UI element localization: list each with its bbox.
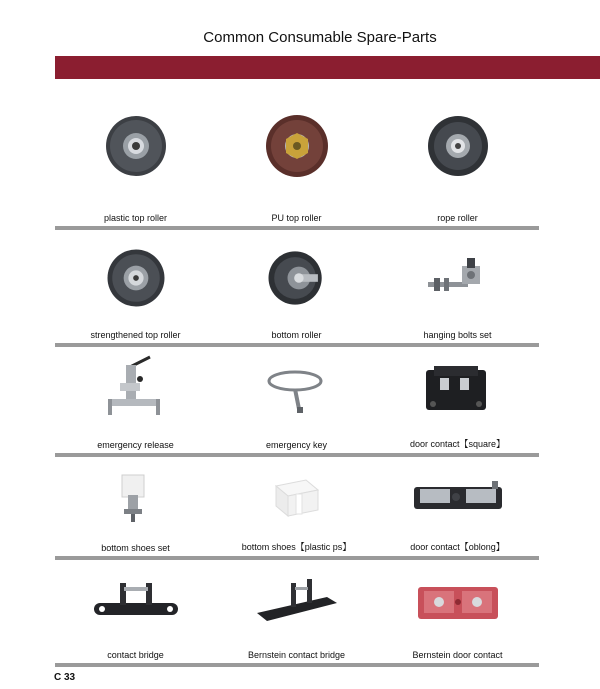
part-card[interactable] — [55, 347, 216, 453]
part-label: Bernstein contact bridge — [247, 650, 346, 660]
part-card[interactable] — [216, 560, 377, 663]
part-label: emergency release — [97, 440, 174, 450]
part-card[interactable] — [377, 457, 538, 556]
part-card[interactable] — [55, 560, 216, 663]
parts-row — [55, 560, 539, 667]
parts-row — [55, 230, 539, 347]
row-divider — [55, 663, 539, 667]
door-contact-oblong-icon — [408, 473, 508, 523]
header-banner — [55, 56, 600, 79]
contact-bridge-icon — [86, 575, 186, 631]
bottom-shoes-set-icon — [106, 465, 166, 531]
bernstein-contact-bridge-icon — [247, 573, 347, 633]
pu-top-roller-icon — [257, 106, 337, 186]
part-label: Bernstein door contact — [412, 650, 503, 660]
part-card[interactable] — [216, 84, 377, 226]
part-card[interactable] — [377, 84, 538, 226]
part-label: plastic top roller — [103, 213, 168, 223]
emergency-key-icon — [257, 361, 337, 421]
bernstein-door-contact-icon — [408, 575, 508, 631]
part-label: strengthened top roller — [90, 330, 181, 340]
parts-row — [55, 457, 539, 560]
part-card[interactable] — [55, 457, 216, 556]
part-label: hanging bolts set — [423, 330, 492, 340]
page-number: C 33 — [54, 672, 76, 683]
parts-row — [55, 84, 539, 230]
part-label: emergency key — [265, 440, 328, 450]
part-card[interactable] — [216, 230, 377, 343]
part-card[interactable] — [377, 347, 538, 453]
plastic-top-roller-icon — [96, 106, 176, 186]
part-label: door contact【oblong】 — [410, 542, 505, 552]
part-card[interactable] — [377, 560, 538, 663]
part-card[interactable] — [55, 230, 216, 343]
part-label: contact bridge — [107, 650, 164, 660]
strengthened-top-roller-icon — [98, 240, 174, 316]
part-label: door contact【square】 — [409, 439, 506, 449]
part-label: bottom roller — [271, 330, 322, 340]
bottom-roller-icon — [259, 240, 335, 316]
bottom-shoes-plastic-icon — [262, 468, 332, 528]
rope-roller-icon — [418, 106, 498, 186]
page-title: Common Consumable Spare-Parts — [203, 29, 437, 46]
part-card[interactable] — [377, 230, 538, 343]
part-card[interactable] — [216, 347, 377, 453]
part-card[interactable] — [55, 84, 216, 226]
part-label: PU top roller — [271, 213, 322, 223]
part-label: bottom shoes【plastic ps】 — [241, 542, 352, 552]
part-label: rope roller — [437, 213, 478, 223]
parts-row — [55, 347, 539, 457]
part-label: bottom shoes set — [101, 543, 170, 553]
parts-grid — [55, 84, 539, 667]
part-card[interactable] — [216, 457, 377, 556]
door-contact-square-icon — [418, 358, 498, 424]
emergency-release-icon — [96, 353, 176, 429]
hanging-bolts-icon — [418, 248, 498, 308]
